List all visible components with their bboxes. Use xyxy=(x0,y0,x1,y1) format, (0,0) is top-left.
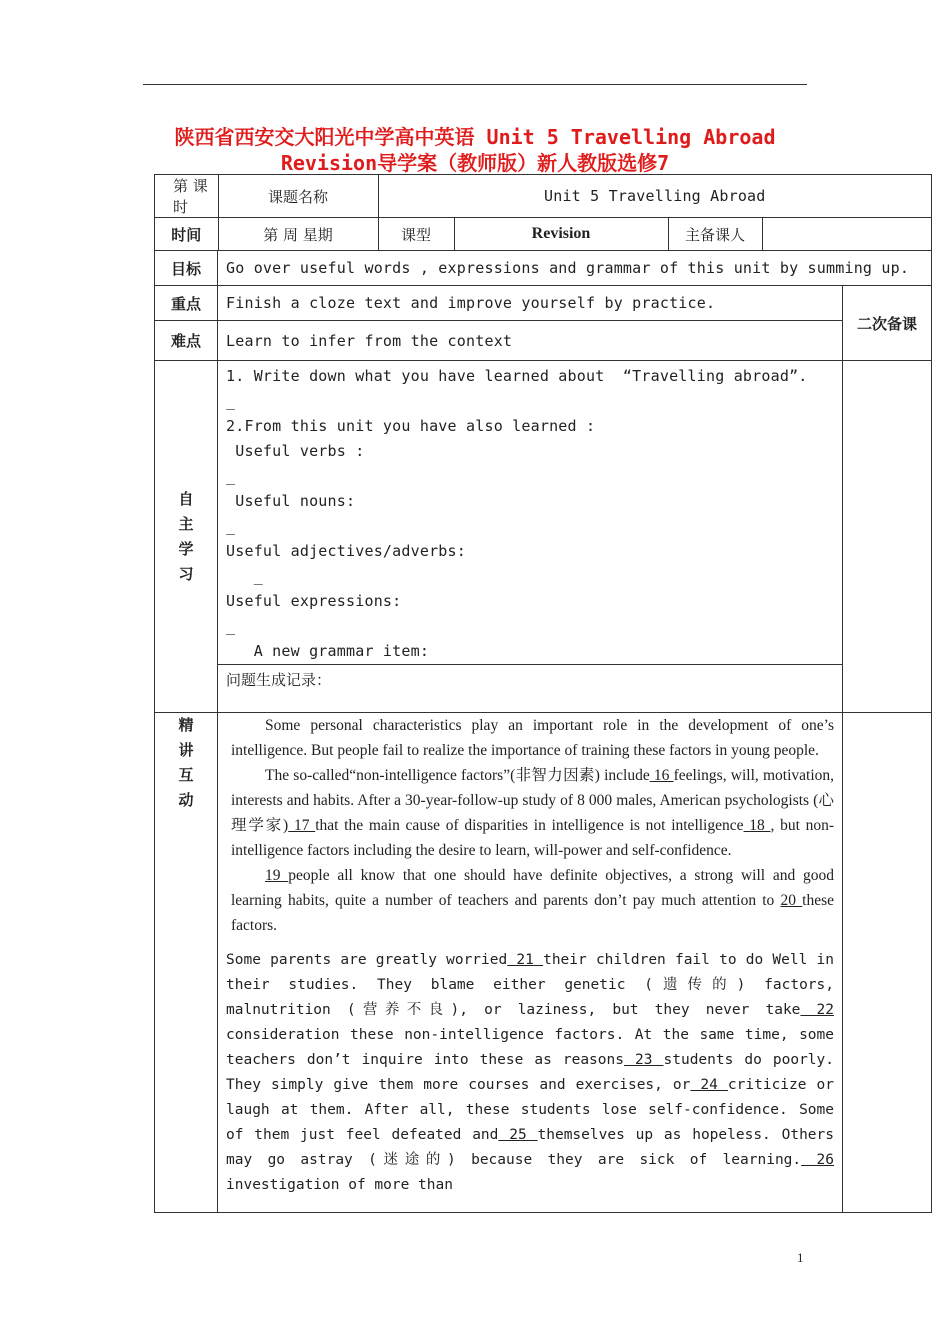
blank-20[interactable]: 20 xyxy=(780,892,803,909)
question-record: 问题生成记录： xyxy=(218,665,843,713)
second-prep-label: 二次备课 xyxy=(843,286,932,361)
topic-name-label: 课题名称 xyxy=(218,175,378,217)
blank-25[interactable]: 25 xyxy=(498,1127,538,1143)
blank-24[interactable]: 24 xyxy=(690,1077,728,1093)
cloze-passage xyxy=(218,713,843,1213)
interaction-label: 精 讲 互 动 xyxy=(155,713,218,1213)
passage-paragraph-3: 19 people all know that one should have definite objectives, a strong will and good learning habits, quite a number of teachers and parents don’t pay much attention to 20 these factors. xyxy=(231,867,835,934)
prompt-line: 2.From this unit you have also learned : xyxy=(226,417,596,435)
key-point-text: Finish a cloze text and improve yourself by practice. xyxy=(218,286,843,321)
prompt-line: Useful verbs : xyxy=(226,442,365,460)
goal-text: Go over useful words , expressions and grammar of this unit by summing up. xyxy=(218,251,932,286)
passage-paragraph-4: Some parents are greatly worried 21 their children fail to do Well in their studies. They blame either genetic (遗传的) factors, malnutrition (营养不良), or laziness, but they never take 22 consideration these non-intelligence factors. At the same time, some teachers don’t inquire into these as reasons 23 students do poorly. They simply give them more courses and exercises, or 24 criticize or laugh at them. After all, these students lose self-confidence. Some of them just feel defeated and 25 themselves up as hopeless. Others may go astray (迷途的) because they are sick of learning. 26 investigation of more than xyxy=(226,952,834,1193)
header-rule xyxy=(143,84,807,85)
lesson-type-label: 课型 xyxy=(378,218,454,250)
answer-blank[interactable]: _ xyxy=(226,517,236,535)
self-study-prompts xyxy=(218,361,843,665)
goal-label: 目标 xyxy=(155,251,218,286)
passage-paragraph-2: The so-called“non-intelligence factors”(非智力因素) include 16 feelings, will, motivation, interests and habits. After a 30-year-follow-up study of 8 000 males, American psychologists (心理学家) 17 that the main cause of disparities in intelligence is not intelligence 18 , but non-intelligence factors including the desire to learn, will-power and self-confidence. xyxy=(231,767,835,859)
prompt-line: Useful nouns: xyxy=(226,492,356,510)
blank-16[interactable]: 16 xyxy=(649,767,674,784)
lead-teacher-value xyxy=(762,218,931,250)
lesson-plan-table xyxy=(154,174,932,1213)
blank-19[interactable]: 19 xyxy=(265,867,289,884)
week-day-field: 第 周 星期 xyxy=(218,218,378,250)
answer-blank[interactable]: _ xyxy=(226,567,263,585)
self-study-notes-cell xyxy=(843,361,932,713)
lesson-number-label: 第 课时 xyxy=(155,175,218,217)
prompt-line: A new grammar item: xyxy=(226,642,430,660)
lesson-type-value: Revision xyxy=(454,218,668,250)
blank-23[interactable]: 23 xyxy=(623,1052,664,1068)
lead-teacher-label: 主备课人 xyxy=(668,218,762,250)
title-line-2: Revision导学案（教师版）新人教版选修7 xyxy=(280,151,670,175)
prompt-line: Useful expressions: xyxy=(226,592,402,610)
title-line-1: 陕西省西安交大阳光中学高中英语 Unit 5 Travelling Abroad xyxy=(174,125,776,149)
blank-26[interactable]: 26 xyxy=(801,1152,834,1168)
interaction-notes-cell xyxy=(843,713,932,1213)
answer-blank[interactable]: _ xyxy=(226,392,236,410)
blank-21[interactable]: 21 xyxy=(507,952,544,968)
time-label: 时间 xyxy=(155,218,218,250)
document-title xyxy=(100,124,850,176)
blank-22[interactable]: 22 xyxy=(800,1002,834,1018)
answer-blank[interactable]: _ xyxy=(226,467,236,485)
prompt-line: 1. Write down what you have learned about “Travelling abroad”. xyxy=(226,367,808,385)
self-study-label: 自 主 学 习 xyxy=(155,361,218,713)
page-number: 1 xyxy=(797,1250,804,1265)
answer-blank[interactable]: _ xyxy=(226,617,236,635)
passage-paragraph-1: Some personal characteristics play an important role in the development of one’s intelligence. But people fail to realize the importance of training these factors in young people. xyxy=(231,717,834,759)
topic-name-value: Unit 5 Travelling Abroad xyxy=(543,187,766,205)
blank-17[interactable]: 17 xyxy=(288,817,316,834)
key-point-label: 重点 xyxy=(155,286,218,321)
difficult-point-label: 难点 xyxy=(155,321,218,361)
prompt-line: Useful adjectives/adverbs: xyxy=(226,542,466,560)
difficult-point-text: Learn to infer from the context xyxy=(218,321,843,361)
blank-18[interactable]: 18 xyxy=(743,817,771,834)
